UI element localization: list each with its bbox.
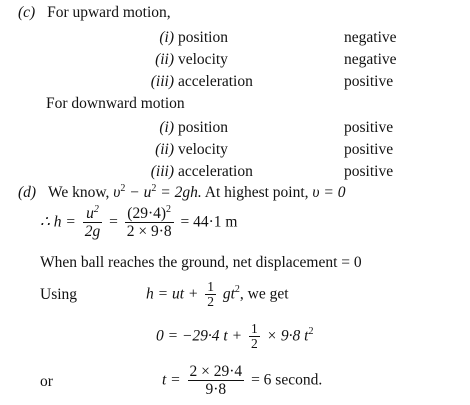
part-d-label: (d) xyxy=(18,184,37,201)
h-value-fraction: $\frac{(29\cdot 4)^2}{2 \times 9\cdot 8}$ xyxy=(126,203,172,240)
upward-row-2-quantity: velocity xyxy=(178,51,228,68)
equation-2: 0 = −29·4 t + $\frac{1}{2}$ × 9·8 $t^2$ xyxy=(156,320,314,351)
downward-row-1-sign: positive xyxy=(344,119,394,136)
upward-row-1-index: (i) xyxy=(159,29,174,46)
or-label: or xyxy=(40,373,53,390)
upward-row-3-quantity: acceleration xyxy=(178,73,253,90)
upward-row-3-index: (iii) xyxy=(150,73,174,90)
downward-row-1-index: (i) xyxy=(159,119,174,136)
upward-row-2-index: (ii) xyxy=(155,51,174,68)
t-equation: t = $\frac{2 \times 29\cdot 4}{9\cdot 8}$ = 6 second. xyxy=(162,362,323,398)
height-equation: ∴ h = $\frac{u^2}{2g}$ = $\frac{(29\cdot 4)^2}{2 \times 9\cdot 8}$ = 44·1 m xyxy=(40,203,238,240)
part-c-label: (c) xyxy=(18,4,36,21)
upward-row-2-sign: negative xyxy=(344,51,397,68)
upward-heading: For upward motion, xyxy=(47,4,171,21)
t-fraction: $\frac{2 \times 29\cdot 4}{9\cdot 8}$ xyxy=(189,362,243,398)
h-fraction: $\frac{u^2}{2g}$ xyxy=(84,203,101,240)
downward-row-2-quantity: velocity xyxy=(178,141,228,158)
upward-row-1-quantity: position xyxy=(178,29,228,46)
downward-row-3-quantity: acceleration xyxy=(178,163,253,180)
half-fraction: $\frac{1}{2}$ xyxy=(207,278,214,309)
downward-row-3-sign: positive xyxy=(344,163,394,180)
using-label: Using xyxy=(40,286,78,303)
ground-text: When ball reaches the ground, net displacement = 0 xyxy=(40,254,362,271)
half-fraction-2: $\frac{1}{2}$ xyxy=(250,320,258,351)
downward-row-1-quantity: position xyxy=(178,119,228,136)
downward-row-3-index: (iii) xyxy=(150,163,174,180)
downward-row-2-index: (ii) xyxy=(155,141,174,158)
downward-row-2-sign: positive xyxy=(344,141,394,158)
part-c-row xyxy=(18,4,171,22)
downward-heading: For downward motion xyxy=(46,95,185,112)
part-d-intro: (d) We know, $\upsilon^2 - u^2 = 2gh$. At highest point, υ = 0 xyxy=(18,183,346,201)
upward-row-1-sign: negative xyxy=(344,29,397,46)
upward-row-3-sign: positive xyxy=(344,73,394,90)
using-equation: h = ut + $\frac{1}{2}$ $gt^2$, we get xyxy=(146,278,289,309)
